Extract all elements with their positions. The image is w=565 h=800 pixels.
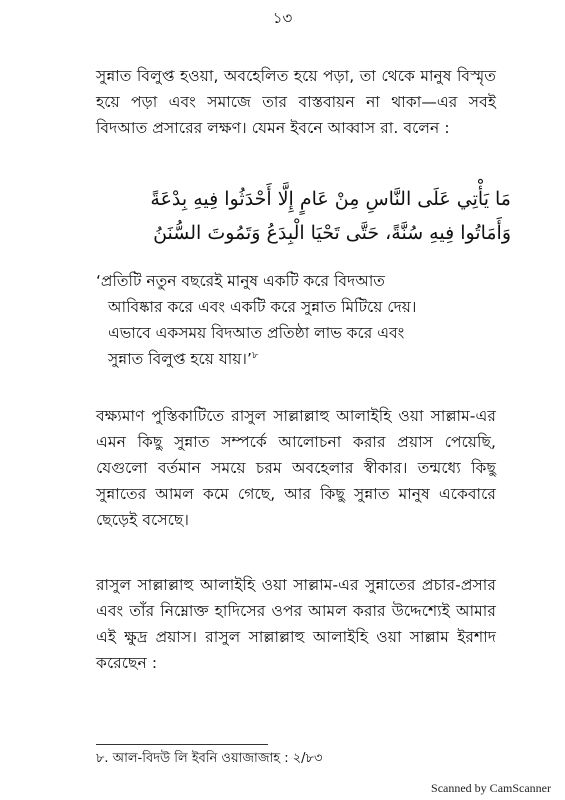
translation-line-4: সুন্নাত বিলুপ্ত হয়ে যায়।’: [108, 350, 252, 368]
translation-line-4-wrap: [96, 346, 501, 372]
paragraph-purpose: বক্ষ্যমাণ পুস্তিকাটিতে রাসুল সাল্লাল্লাহু আলাইহি ওয়া সাল্লাম-এর এমন কিছু সুন্নাত সম্পর্কে আলোচনা করার প্রয়াস পেয়েছি, যেগুলো বর্তমান সময়ে চরম অবহেলার স্বীকার। তন্মধ্যে কিছু সুন্নাতের আমল কমে গেছে, আর কিছু সুন্নাত মানুষ একেবারে ছেড়েই বসেছে।: [96, 407, 496, 529]
arabic-quote-line-1: مَا يَأْتِي عَلَى النَّاسِ مِنْ عَامٍ إِلَّا أَحْدَثُوا فِيهِ بِدْعَةً: [150, 188, 511, 210]
translation-line-1: ‘প্রতিটি নতুন বছরেই মানুষ একটি করে বিদআত: [96, 272, 385, 290]
footnote-divider: [96, 744, 268, 745]
scanner-watermark: Scanned by CamScanner: [431, 781, 551, 795]
translation-line-2: আবিষ্কার করে এবং একটি করে সুন্নাত মিটিয়ে দেয়।: [108, 298, 417, 316]
arabic-quote-line-2: وَأَمَاتُوا فِيهِ سُنَّةً، حَتَّى تَحْيَا الْبِدَعُ وَتَمُوتَ السُّنَنُ: [153, 222, 511, 244]
footnote-reference: ৮: [251, 349, 259, 361]
paragraph-hadith-intro: রাসুল সাল্লাল্লাহু আলাইহি ওয়া সাল্লাম-এর সুন্নাতের প্রচার-প্রসার এবং তাঁর নিম্নোক্ত হাদিসের ওপর আমল করার উদ্দেশ্যেই আমার এই ক্ষুদ্র প্রয়াস। রাসুল সাল্লাল্লাহু আলাইহি ওয়া সাল্লাম ইরশাদ করেছেন :: [96, 576, 496, 672]
page-number: ১৩: [272, 9, 293, 27]
translation-block: [96, 268, 501, 372]
paragraph-intro: সুন্নাত বিলুপ্ত হওয়া, অবহেলিত হয়ে পড়া, তা থেকে মানুষ বিস্মৃত হয়ে পড়া এবং সমাজে তার বাস্তবায়ন না থাকা—এর সবই বিদআত প্রসারের লক্ষণ। যেমন ইবনে আব্বাস রা. বলেন :: [96, 67, 496, 137]
arabic-quote: [96, 182, 511, 250]
footnote-text: ৮. আল-বিদউ লি ইবনি ওয়াজাজাহ : ২/৮৩: [96, 751, 323, 766]
translation-line-3: এভাবে একসময় বিদআত প্রতিষ্ঠা লাভ করে এবং: [108, 324, 405, 342]
